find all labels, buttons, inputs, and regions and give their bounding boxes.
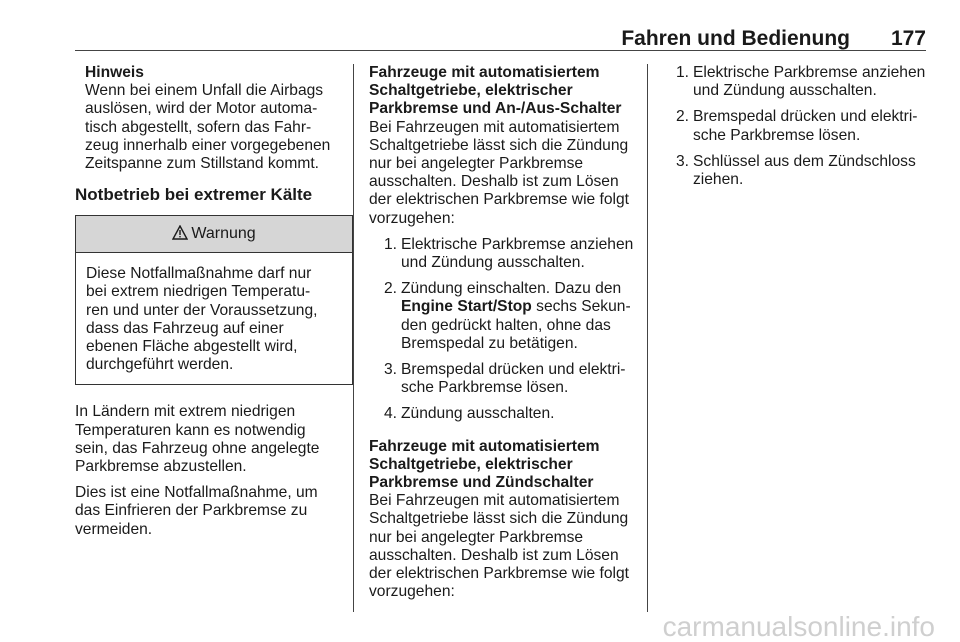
text-line: der elektrischen Parkbremse wie folgt [369,565,630,583]
step-number: 3. [383,361,397,379]
header-divider [75,50,926,51]
paragraph [369,492,634,601]
step-line: Bremspedal drücken und elektri- [401,361,626,379]
warning-line: ren und unter der Voraussetzung, [86,301,318,319]
steps-list [375,236,634,424]
step-line: Zündung einschalten. Dazu den [401,280,622,298]
watermark: carmanualsonline.info [662,611,935,642]
text-line: Schaltgetriebe lässt sich die Zündung [369,136,629,154]
subsection-heading [369,64,634,119]
subsection-heading [369,438,634,493]
text-line: Bei Fahrzeugen mit automatisiertem [369,492,620,510]
text-line: vermeiden. [75,520,153,538]
hint-line: tisch abgestellt, sofern das Fahr- [85,118,312,136]
step-number: 1. [675,64,689,81]
paragraph [75,484,353,539]
paragraph [75,403,353,476]
text-line: Bei Fahrzeugen mit automatisiertem [369,118,620,136]
column-1 [75,64,353,547]
step-line: Bremspedal zu betätigen. [401,334,578,352]
heading-line: Fahrzeuge mit automatisiertem [369,437,600,455]
heading-line: Parkbremse und Zündschalter [369,474,594,492]
list-item [667,108,929,144]
page-header-title: Fahren und Bedienung [621,27,850,50]
list-item [375,236,634,272]
step-line: den gedrückt halten, ohne das [401,316,611,334]
step-number: 4. [383,405,397,423]
step-line: Zündung ausschalten. [401,405,555,423]
heading-line: Schaltgetriebe, elektrischer [369,82,573,100]
text-line: das Einfrieren der Parkbremse zu [75,502,308,520]
step-line: Elektrische Parkbremse anziehen [693,64,926,81]
step-line [401,298,634,316]
hint-title: Hinweis [85,64,144,81]
step-line: Bremspedal drücken und elektri- [693,108,918,126]
step-line: und Zündung ausschalten. [693,82,877,100]
step-number: 2. [383,280,397,298]
text-line: vorzugehen: [369,209,455,227]
text-line: nur bei angelegter Parkbremse [369,155,584,173]
step-number: 1. [383,235,397,253]
text-line: Dies ist eine Notfallmaßnahme, um [75,484,318,502]
section-heading: Notbetrieb bei extremer Kälte [75,185,313,205]
heading-line: Schaltgetriebe, elektrischer [369,455,573,473]
list-item [667,64,929,100]
text-line: Schaltgetriebe lässt sich die Zündung [369,510,629,528]
text-line: ausschalten. Deshalb ist zum Lösen [369,173,619,191]
text-line: nur bei angelegter Parkbremse [369,528,584,546]
text-line: der elektrischen Parkbremse wie folgt [369,191,630,209]
warning-line: durchgeführt werden. [86,356,234,374]
text-line: vorzugehen: [369,583,455,601]
list-item [667,153,929,189]
hint-box [75,64,353,173]
steps-list [667,64,929,189]
hint-line: zeug innerhalb einer vorgegebenen [85,136,331,154]
text-line: sein, das Fahrzeug ohne angelegte [75,439,320,457]
step-line: und Zündung ausschalten. [401,254,585,272]
warning-line: bei extrem niedrigen Temperatu- [86,283,311,301]
text-line: In Ländern mit extrem niedrigen [75,403,296,421]
step-text: sechs Sekun- [531,298,631,316]
step-line: ziehen. [693,171,744,189]
page-number: 177 [890,27,926,50]
warning-line: dass das Fahrzeug auf einer [86,319,284,337]
step-number: 2. [675,108,689,126]
column-3 [667,64,929,199]
warning-label: Warnung [191,225,256,243]
warning-line: Diese Notfallmaßnahme darf nur [86,265,312,283]
step-number: 3. [675,152,689,170]
column-2 [369,64,634,609]
button-name: Engine Start/Stop [401,298,532,316]
paragraph [369,119,634,228]
warning-line: ebenen Fläche abgestellt wird, [86,338,298,356]
list-item [375,280,634,353]
list-item [375,405,634,423]
warning-triangle-icon [172,225,188,244]
warning-body [76,253,352,384]
warning-box [75,215,353,385]
step-line: Schlüssel aus dem Zündschloss [693,152,916,170]
heading-line: Parkbremse und An-/Aus-Schalter [369,100,622,118]
warning-header [76,216,352,253]
step-line: sche Parkbremse lösen. [401,379,569,397]
step-line: Elektrische Parkbremse anziehen [401,235,634,253]
text-line: Parkbremse abzustellen. [75,458,247,476]
step-line: sche Parkbremse lösen. [693,126,861,144]
column-divider-2 [647,64,648,612]
text-line: ausschalten. Deshalb ist zum Lösen [369,546,619,564]
text-line: Temperaturen kann es notwendig [75,421,306,439]
hint-line: auslösen, wird der Motor automa- [85,100,318,118]
column-divider-1 [353,64,354,612]
hint-line: Zeitspanne zum Stillstand kommt. [85,155,319,173]
list-item [375,361,634,397]
heading-line: Fahrzeuge mit automatisiertem [369,64,600,81]
hint-line: Wenn bei einem Unfall die Airbags [85,82,324,100]
